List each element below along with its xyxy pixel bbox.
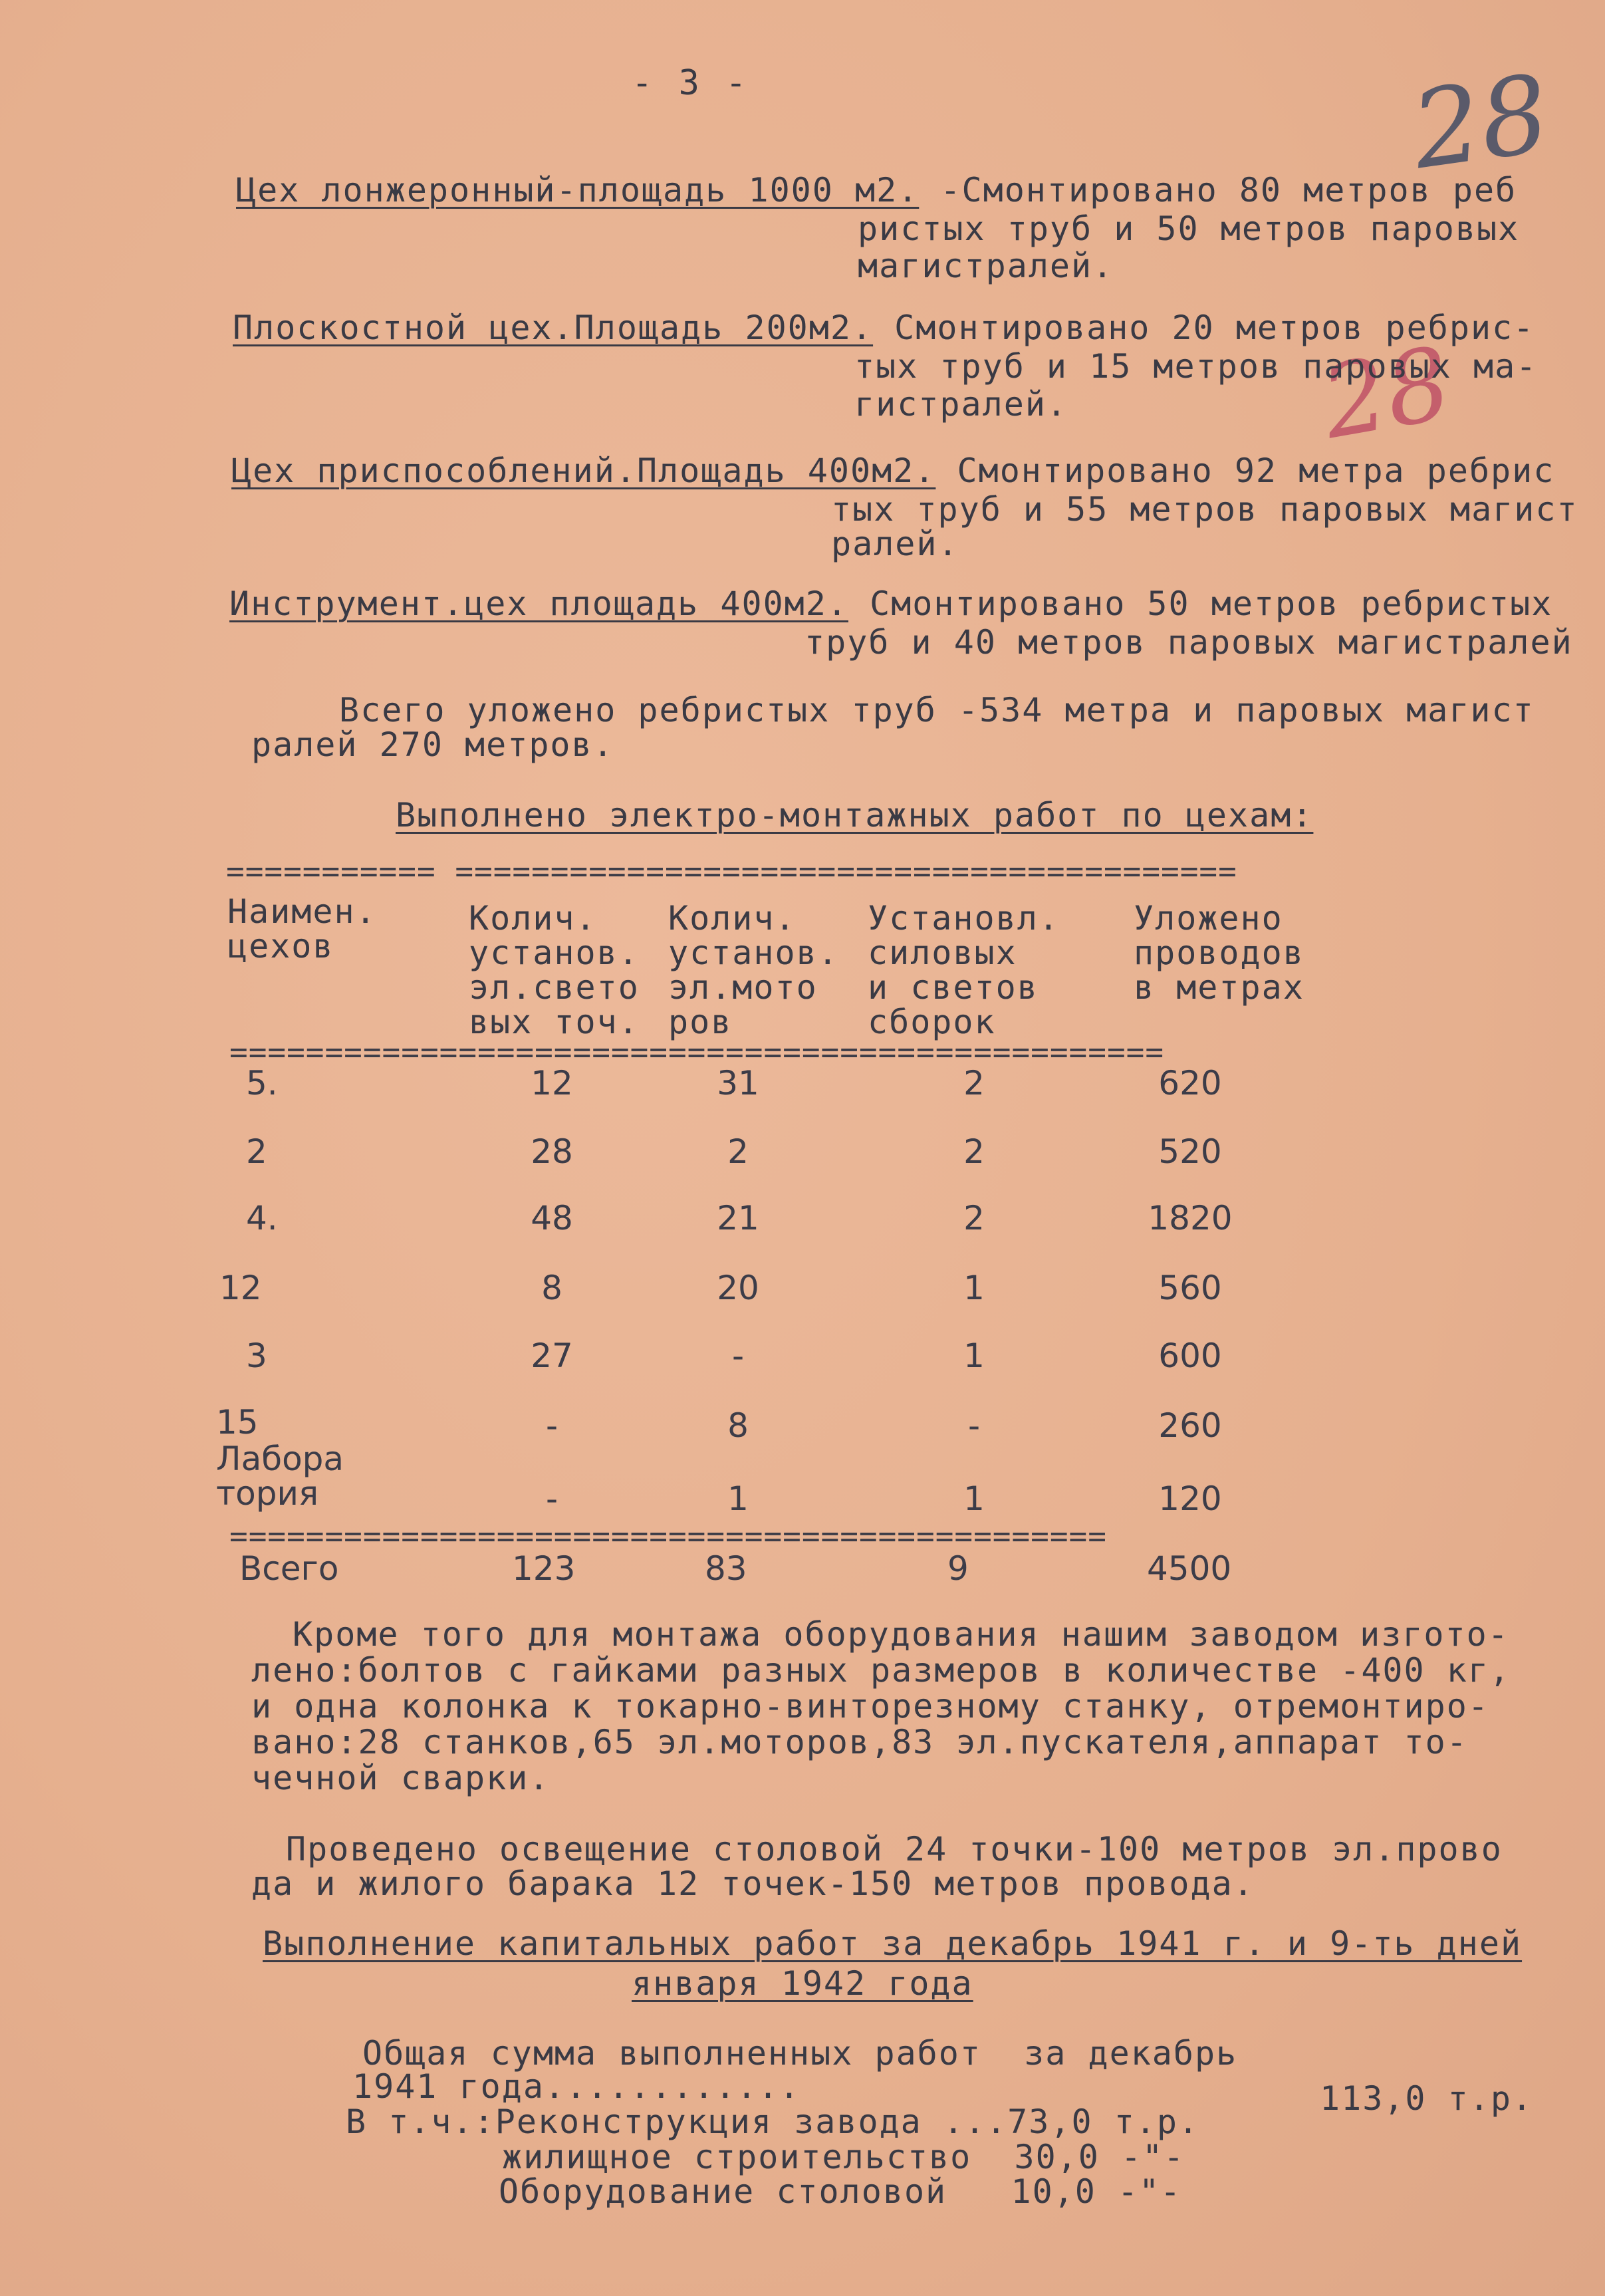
table-row-1-col-4: 2	[963, 1064, 985, 1102]
extra-paragraph-line-1: Кроме того для монтажа оборудования нашим заводом изгото-	[293, 1615, 1509, 1654]
table-row-5-shop: 3	[246, 1337, 267, 1375]
table-row-1-col-3: 31	[717, 1064, 759, 1102]
red-folio-stamp: 28	[1314, 325, 1459, 462]
table-row-7-col-2: -	[545, 1479, 558, 1518]
section-1-title: Цех лонжеронный-площадь 1000 м2.	[236, 171, 920, 209]
summary-item-1: Реконструкция завода ...73,0 т.р.	[495, 2103, 1200, 2141]
light-paragraph-line-2: да и жилого барака 12 точек-150 метров провода.	[251, 1864, 1255, 1903]
section-1-line-1	[236, 172, 1517, 209]
table-row-6-col-2: -	[545, 1406, 558, 1445]
summary-item-3: Оборудование столовой 10,0 -"-	[499, 2172, 1182, 2211]
summary-line-1: Общая сумма выполненных работ за декабрь	[362, 2034, 1238, 2073]
table-row-2-col-2: 28	[531, 1132, 573, 1171]
section-3-line-1	[231, 452, 1554, 489]
table-row-7-col-3: 1	[727, 1479, 749, 1518]
section-2-title: Плоскостной цех.Площадь 200м2.	[233, 309, 874, 347]
table-row-1-shop: 5.	[246, 1064, 278, 1102]
section-1-text-1: -Смонтировано 80 метров реб	[919, 171, 1517, 209]
table-row-5-col-2: 27	[531, 1337, 573, 1375]
table-title: Выполнено электро-монтажных работ по цехам:	[396, 796, 1314, 834]
extra-paragraph-line-5: чечной сварки.	[251, 1759, 551, 1797]
table-header-col-2: Колич. установ. эл.свето вых точ.	[469, 899, 640, 1041]
table-row-2-shop: 2	[246, 1132, 267, 1171]
table-row-5-col-5: 600	[1158, 1337, 1222, 1375]
table-row-3-col-2: 48	[531, 1199, 573, 1237]
capital-title-line-2: января 1942 года	[632, 1964, 973, 2003]
table-total-col-4: 9	[947, 1549, 969, 1588]
extra-paragraph-line-4: вано:28 станков,65 эл.моторов,83 эл.пускателя,аппарат то-	[251, 1723, 1468, 1761]
table-row-3-col-4: 2	[963, 1199, 985, 1237]
table-row-7-shop: Лабора тория	[216, 1440, 344, 1513]
table-row-6-shop: 15	[216, 1403, 259, 1442]
table-total-col-3: 83	[705, 1549, 747, 1588]
table-row-6-col-5: 260	[1158, 1406, 1222, 1445]
table-total-label: Всего	[239, 1549, 339, 1588]
total-paragraph-line-2: ралей 270 метров.	[251, 725, 614, 764]
table-header-rule: =================================================	[229, 1039, 1165, 1065]
summary-total-value: 113,0 т.р.	[1320, 2079, 1534, 2118]
summary-incl-line	[346, 2103, 1199, 2140]
archive-folio-number: 28	[1404, 51, 1556, 193]
summary-item-2: жилищное строительство 30,0 -"-	[502, 2138, 1185, 2176]
table-header-col-3: Колич. установ. эл.мото ров	[668, 899, 839, 1041]
table-row-4-shop: 12	[219, 1269, 262, 1307]
table-top-rule: =========== =========================================	[226, 858, 1237, 884]
section-2-text-3: гистралей.	[854, 385, 1068, 424]
section-2-line-1	[233, 309, 1535, 346]
section-4-text-2: труб и 40 метров паровых магистралей	[804, 623, 1573, 662]
table-row-5-col-4: 1	[963, 1337, 985, 1375]
table-row-6-col-3: 8	[727, 1406, 749, 1445]
table-row-4-col-4: 1	[963, 1269, 985, 1307]
table-row-1-col-5: 620	[1158, 1064, 1222, 1102]
section-3-text-3: ралей.	[831, 525, 959, 563]
section-4-text-1: Смонтировано 50 метров ребристых	[848, 584, 1553, 623]
table-row-1-col-2: 12	[531, 1064, 573, 1102]
table-row-3-col-3: 21	[717, 1199, 759, 1237]
table-bottom-rule: ==============================================	[229, 1523, 1107, 1549]
section-3-title: Цех приспособлений.Площадь 400м2.	[231, 451, 936, 490]
table-row-7-col-4: 1	[963, 1479, 985, 1518]
table-row-5-col-3: -	[731, 1337, 745, 1375]
table-total-col-2: 123	[512, 1549, 576, 1588]
extra-paragraph-line-2: лено:болтов с гайками разных размеров в количестве -400 кг,	[251, 1651, 1511, 1690]
table-row-6-col-4: -	[967, 1406, 981, 1445]
section-1-text-2: ристых труб и 50 метров паровых	[858, 209, 1520, 248]
table-header-col-5: Уложено проводов в метрах	[1134, 899, 1304, 1007]
table-row-3-shop: 4.	[246, 1199, 278, 1237]
table-header-col-4: Установл. силовых и светов сборок	[868, 899, 1060, 1041]
table-row-4-col-5: 560	[1158, 1269, 1222, 1307]
section-4-title: Инструмент.цех площадь 400м2.	[229, 584, 848, 623]
section-3-text-1: Смонтировано 92 метра ребрис	[935, 451, 1555, 490]
page-number: - 3 -	[632, 63, 749, 103]
section-1-text-3: магистралей.	[858, 247, 1114, 285]
section-2-text-1: Смонтировано 20 метров ребрис-	[873, 309, 1535, 347]
summary-line-2: 1941 года............	[352, 2067, 801, 2106]
table-row-7-col-5: 120	[1158, 1479, 1222, 1518]
table-row-3-col-5: 1820	[1148, 1199, 1233, 1237]
summary-incl-label: В т.ч.:	[346, 2103, 495, 2141]
table-row-4-col-3: 20	[717, 1269, 759, 1307]
table-row-2-col-4: 2	[963, 1132, 985, 1171]
section-3-text-2: тых труб и 55 метров паровых магист	[831, 490, 1578, 529]
table-header-col-1: Наимен. цехов	[227, 892, 377, 965]
extra-paragraph-line-3: и одна колонка к токарно-винторезному станку, отремонтиро-	[251, 1687, 1489, 1725]
table-row-2-col-3: 2	[727, 1132, 749, 1171]
light-paragraph-line-1: Проведено освещение столовой 24 точки-100 метров эл.прово	[286, 1830, 1503, 1868]
section-4-line-1	[229, 585, 1552, 622]
section-2-text-2: тых труб и 15 метров паровых ма-	[854, 347, 1538, 386]
table-row-4-col-2: 8	[541, 1269, 562, 1307]
table-total-col-5: 4500	[1147, 1549, 1232, 1588]
total-paragraph-line-1: Всего уложено ребристых труб -534 метра и паровых магист	[339, 691, 1535, 729]
capital-title-line-1: Выполнение капитальных работ за декабрь 1941 г. и 9-ть дней	[263, 1924, 1523, 1963]
table-row-2-col-5: 520	[1158, 1132, 1222, 1171]
